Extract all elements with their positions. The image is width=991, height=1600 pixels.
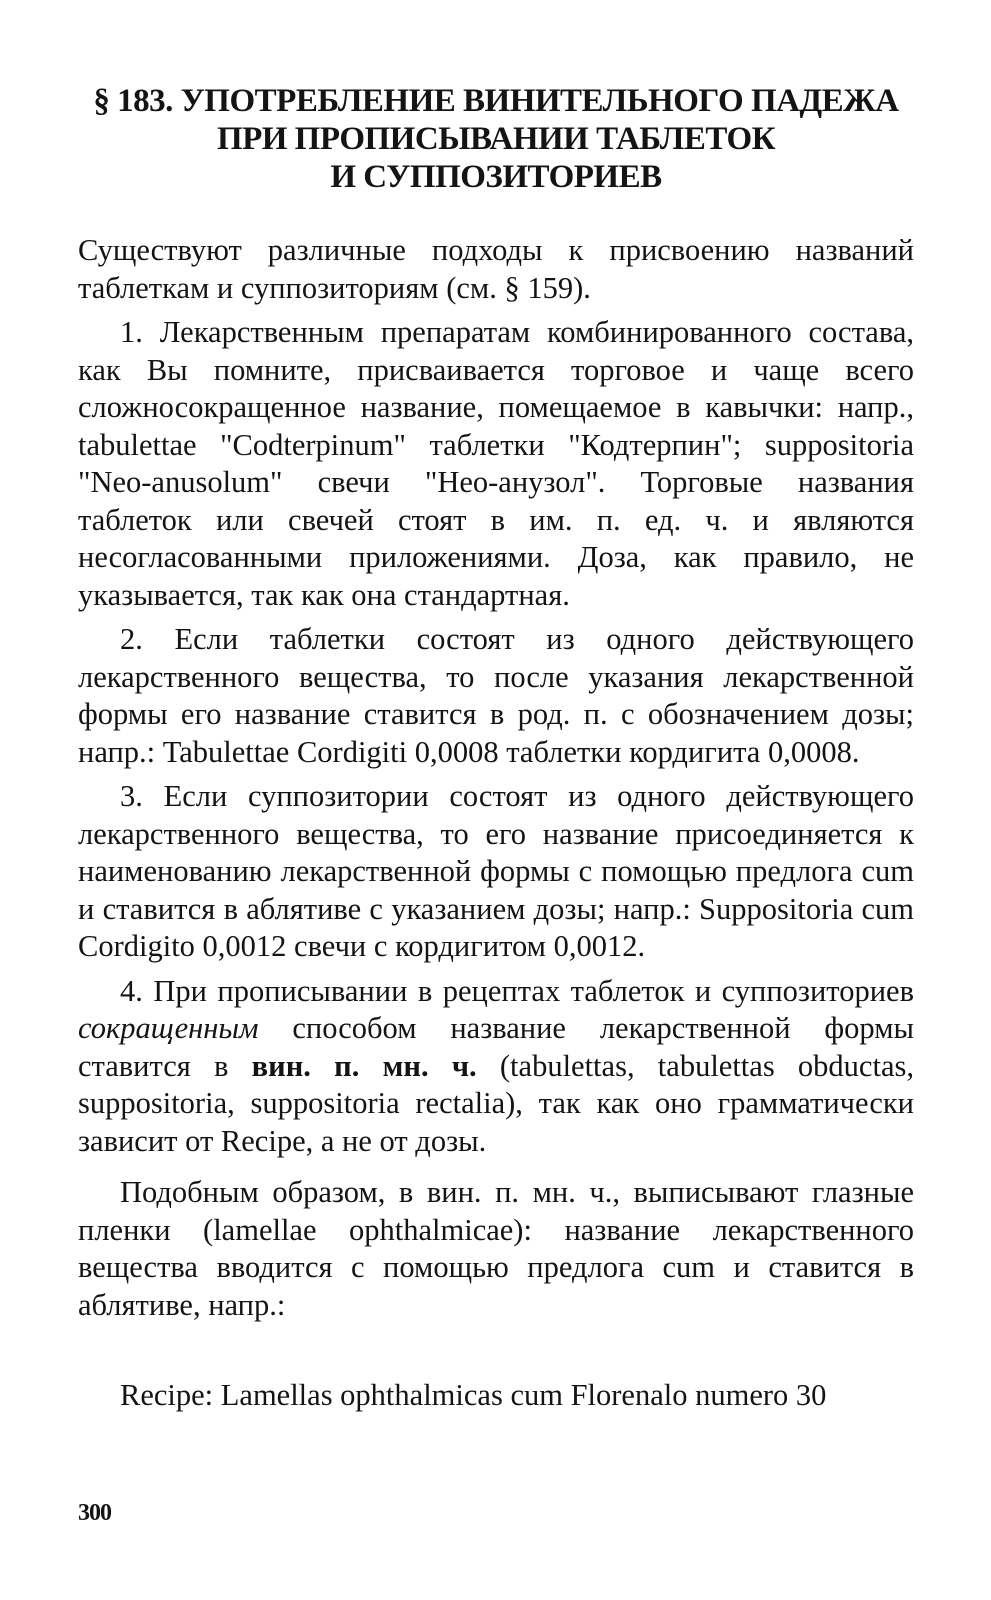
item-3-paragraph: 3. Если суппозитории состоят из одного действующего лекарственного вещества, то его название присоединяется к наименованию лекарственной формы с помощью предлога cum и ставится в аблятиве с указанием дозы; напр.: Suppositoria cum Cordigito 0,0012 свечи с кордигитом 0,0012. [78,779,914,963]
section-title-line-1: § 183. УПОТРЕБЛЕНИЕ ВИНИТЕЛЬНОГО ПАДЕЖА [93,83,899,119]
item-1-paragraph: 1. Лекарственным препаратам комбинированного состава, как Вы помните, присваивается торговое и чаще всего сложносокращенное название, помещаемое в кавычки: напр., tabulettae "Codterpinum" таблетки "Кодтерпин"; suppositoria "Neo-anusolum" свечи "Нео-анузол". Торговые названия таблеток или свечей стоят в им. п. ед. ч. и являются несогласованными приложениями. Доза, как правило, не указывается, так как она стандартная. [78,315,914,612]
item-4-text-start: 4. При прописывании в рецептах таблеток и суппозиториев [120,973,914,1008]
section-title-line-3: И СУППОЗИТОРИЕВ [330,159,662,195]
page-content [78,82,914,1414]
intro-paragraph: Существуют различные подходы к присвоению названий таблеткам и суппозиториям (см. § 159). [78,233,914,305]
item-4-text-middle: способом название лекарственной формы ставится в [78,1011,914,1083]
section-title-line-2: ПРИ ПРОПИСЫВАНИИ ТАБЛЕТОК [216,121,776,157]
page-number: 300 [78,1500,111,1526]
item-4-bold-case: вин. п. мн. ч. [251,1048,477,1083]
section-title [78,82,914,196]
item-2-paragraph: 2. Если таблетки состоят из одного действующего лекарственного вещества, то после указания лекарственной формы его название ставится в род. п. с обозначением дозы; напр.: Tabulettae Cordigiti 0,0008 таблетки кордигита 0,0008. [78,622,914,769]
item-4-text-end: (tabulettas, tabulettas obductas, suppositoria, suppositoria rectalia), так как оно грамматически зависит от Recipe, а не от дозы. [78,1048,914,1158]
recipe-example: Recipe: Lamellas ophthalmicas cum Florenalo numero 30 [120,1378,827,1412]
item-4-paragraph [78,973,914,1161]
item-4-emphasis: сокращенным [78,1011,259,1045]
lamellae-paragraph: Подобным образом, в вин. п. мн. ч., выписывают глазные пленки (lamellae ophthalmicae): название лекарственного вещества вводится с помощью предлога cum и ставится в аблятиве, напр.: [78,1175,914,1322]
